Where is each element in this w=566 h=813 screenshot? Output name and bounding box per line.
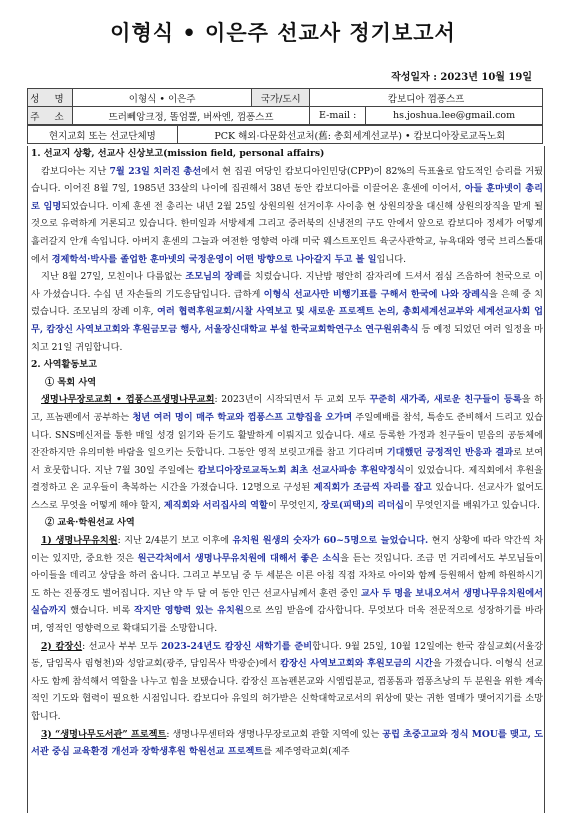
info-table <box>27 88 543 125</box>
pastoral-ministry-paragraph <box>31 391 543 514</box>
info-row-name <box>28 89 543 107</box>
report-title: 이형식 • 이은주 선교사 정기보고서 <box>110 21 456 45</box>
section1-paragraph-1 <box>31 163 543 269</box>
text-run: 지난 8월 27일, 모친이나 다름없는 <box>41 271 186 283</box>
country-label: 국가/도시 <box>252 89 310 107</box>
text-run: 를 제주영락교회(제주 <box>263 746 350 758</box>
name-value: 이형식 • 이은주 <box>72 89 251 107</box>
church-value: PCK 해외·다문화선교처(舊: 총회세계선교부) • 캄보디아장로교독노회 <box>177 126 542 144</box>
text-run: 교사 두 명을 보내오셔서 생명나무유치원에서 실습까지 <box>31 587 544 617</box>
text-run: 입니다. <box>376 253 407 265</box>
kindergarten-paragraph <box>31 532 543 638</box>
text-run: 이 있었습니다. 제직회에서 후원을 결정하고 온 교우들이 축복하는 시간을 가졌습니다. 12명으로 구성된 <box>31 464 543 494</box>
text-run: 했습니다. 비록 <box>66 605 134 617</box>
text-run: 조모님의 장례 <box>185 271 243 283</box>
text-run: 현지 상황에 따라 약간씩 차이는 있지만, 중요한 것은 <box>31 535 543 564</box>
country-value: 캄보디아 껌퐁스프 <box>310 89 543 107</box>
section1-paragraph-2 <box>31 268 543 356</box>
text-run: 을 은혜 중 치렀습니다. 조모님의 장례 이후, <box>31 288 544 318</box>
text-run: 합니다. 9월 25일, 10월 12일에는 한국 잠실교회(서울강동, 담임목사 림형천)와 성암교회(광주, 담임목사 박광순)에서 <box>31 640 543 670</box>
text-run: 기대했던 긍정적인 반응과 결과 <box>386 447 514 459</box>
text-run: : 2023년이 시작되면서 두 교회 모두 <box>214 394 370 406</box>
text-run: : 생명나무센터와 생명나무장로교회 관할 지역에 있는 <box>166 728 383 740</box>
text-run: 청년 여러 명이 매주 학교와 껌퐁스프 고향집을 오가며 <box>132 411 353 423</box>
text-run: 아들 훈마넷이 총리로 임명 <box>31 183 543 212</box>
church-table <box>27 125 543 144</box>
text-run: : 선교사 부부 모두 <box>82 640 162 652</box>
email-label: E-mail : <box>310 107 366 125</box>
info-row-address <box>28 107 543 125</box>
address-value: 뜨러뻬앙크정, 똘엄뿔, 버싸엔, 껌퐁스프 <box>72 107 309 125</box>
name-label: 성 명 <box>28 89 73 107</box>
text-run: 캄보디아는 지난 <box>41 165 110 177</box>
text-run: 이형식 선교사만 비행기표를 구해서 한국에 나와 장례식 <box>263 288 489 300</box>
text-run: 에서 현 집권 여당인 캄보디아인민당(CPP)이 82%의 득표율로 압도적인 승리를 거뒀습니다. 이어진 8월 7일, 1985년 33살의 나이에 집권해서 38년 동안 캄보디아를 이끌어온 훈센에 이어서, <box>31 165 543 195</box>
text-run: 꾸준히 새가족, 새로운 친구들이 등록 <box>369 394 522 406</box>
text-run: 주일예배를 참석, 특송도 준비해서 드리고 있습니다. SNS메신저를 통한 매일 성경 읽기와 듣기도 활발하게 이뤄지고 있습니다. 새로 등록한 가정과 친구들이 믿음의 공동체에 잔잔하지만 유의미한 바람을 일으키는 듯합니다. 그동안 영적 보릿고개를 참고 기다리며 <box>31 411 543 459</box>
text-run: 작지만 영향력 있는 유치원 <box>133 605 244 617</box>
text-run: 캄장신 사역보고회와 후원모금의 시간 <box>280 658 433 670</box>
text-run: 으로 쓰임 받음에 감사합니다. 무엇보다 더욱 전문적으로 성장하기를 바라며, 영적인 영향력으로 확대되기를 소망합니다. <box>31 605 543 635</box>
text-run: 7월 23일 치러진 총선 <box>109 165 202 177</box>
report-date: 작성일자 : 2023년 10월 19일 <box>391 72 532 83</box>
text-run: 2) 캄장신 <box>41 640 83 652</box>
text-run: 등 예정 되었던 여러 일정을 마치고 21일 귀임합니다. <box>31 323 543 353</box>
text-run: 로 보여서 흐뭇합니다. 지난 7월 30일 주일에는 <box>31 447 543 476</box>
education-ministry-heading: ② 교육·학원선교 사역 <box>45 517 135 529</box>
seminary-paragraph <box>31 638 543 726</box>
text-run: 을 듣는 것입니다. 조금 먼 거리에서도 부모님들이 아이들을 데리고 상담을 하러 옵니다. 그리고 부모님 중 두 세분은 이른 아침 직접 자차로 아이와 함께 등원해서 함께 하원하시기도 하는 진풍경도 벌어집니다. 지난 약 두 달 여 동안 인근 선교사님께서 훈련 중인 <box>31 552 544 599</box>
text-run: 경제학석·박사를 졸업한 훈마넷의 국정운영이 어떤 방향으로 나아갈지 두고 볼 일 <box>51 253 377 265</box>
pastoral-ministry-heading: ① 목회 사역 <box>45 376 97 388</box>
text-run: 을 하고, 프놈펜에서 공부하는 <box>31 394 543 423</box>
text-run: 2023-24년도 캄장신 새학기를 준비 <box>161 640 313 652</box>
text-run: 3) “생명나무도서관” 프로젝트 <box>41 728 167 740</box>
text-run: 유치원 원생의 숫자가 60~5명으로 늘었습니다. <box>232 535 429 547</box>
text-run: 1) 생명나무유치원 <box>41 535 118 547</box>
text-run: 제직회가 조금씩 자리를 잡고 <box>313 482 432 494</box>
text-run: 원근각처에서 생명나무유치원에 대해서 좋은 소식 <box>137 552 341 564</box>
text-run: 이 무엇인지, <box>267 499 322 511</box>
text-run: 제직회와 서리집사의 역할 <box>163 499 268 511</box>
report-body <box>31 145 543 761</box>
text-run: 캄보디아장로교독노회 최초 선교사파송 후원약정식 <box>197 464 405 476</box>
text-run: 여러 협력후원교회/시찰 사역보고 및 새로운 프로젝트 논의, 총회세계선교부와 세계선교사회 업무, 캄장신 사역보고회와 후원금모금 행사, 서울장신대학교 부설 한국교회학연구소 연구원위촉식 <box>31 306 543 335</box>
text-run: 되었습니다. 이제 훈센 전 총리는 내년 2월 25일 상원의원 선거이후 사이총 현 상원의장을 대신해 상원의장직을 맡게 될 것으로 유력하게 거론되고 있습니다. 한미일과 서방세계 그리고 중러북의 신냉전의 구도 안에서 앞으로 캄보디아 정세가 어떻게 흘러갈지 안개 속입니다. 아버지 훈센의 그늘과 여전한 영향력 아래 미국 웨스트포인트 육군사관학교, 뉴욕대와 영국 브리스톨대에서 <box>31 200 543 265</box>
text-run: 를 치렀습니다. 지난밤 평안히 잠자리에 드셔서 점심 즈음하여 천국으로 이사 가셨습니다. 수십 년 자손들의 기도응답입니다. 급하게 <box>31 271 544 300</box>
text-run: 이 무엇인지를 배워가고 있습니다. <box>403 499 540 511</box>
email-value[interactable]: hs.joshua.lee@gmail.com <box>366 107 543 125</box>
section2-heading: 2. 사역활동보고 <box>31 359 98 371</box>
text-run: 공립 초중고교와 정식 MOU를 맺고, 도서관 중심 교육환경 개선과 장학생후원 학원선교 프로젝트 <box>31 728 543 758</box>
text-run: 생명나무장로교회 • 껌퐁스프생명나무교회 <box>41 394 215 406</box>
text-run: 있습니다. 선교사가 없어도 스스로 무엇을 어떻게 해야 할지, <box>31 482 543 511</box>
text-run: 을 가졌습니다. 이형식 선교사도 함께 참석해서 역할을 나누고 힘을 보탰습니다. 캄장신 프놈펜본교와 시엠립분교, 껌퐁톰과 껌퐁츠낭의 두 분원을 위한 계속적인 기도와 협력이 필요한 시점입니다. 캄보디아 유일의 허가받은 신학대학교로서의 위상에 맞는 귀한 열매가 맺어지기를 소망합니다. <box>31 658 543 722</box>
text-run: 장로(피택)의 리더십 <box>321 499 404 511</box>
church-label: 현지교회 또는 선교단체명 <box>28 126 178 144</box>
address-label: 주 소 <box>28 107 73 125</box>
section1-heading: 1. 선교지 상황, 선교사 신상보고(mission field, personal affairs) <box>31 148 325 159</box>
text-run: : 지난 2/4분기 보고 이후에 <box>117 535 233 547</box>
library-project-paragraph <box>31 726 543 761</box>
